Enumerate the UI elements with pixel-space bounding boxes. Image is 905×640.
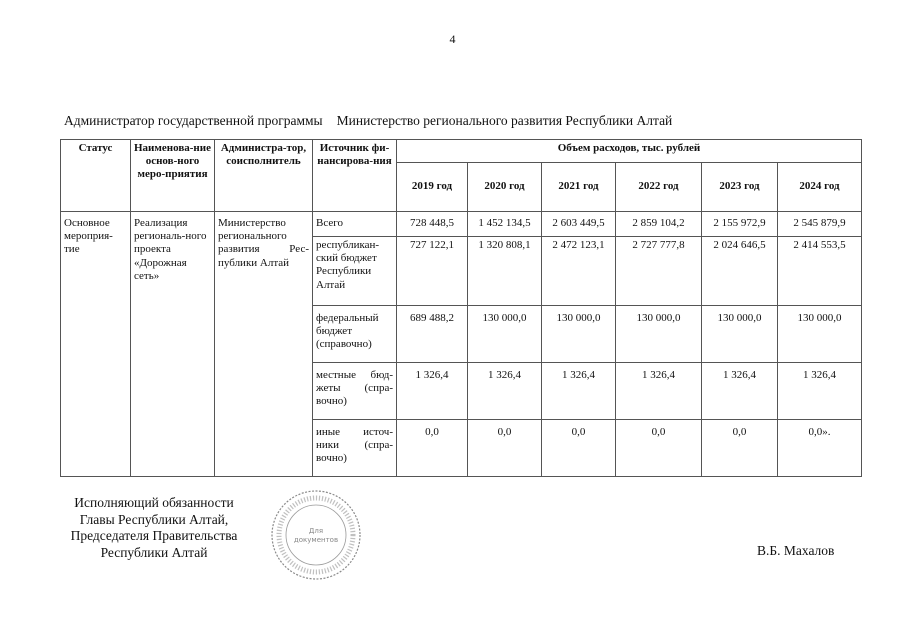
source-cell: республикан-ский бюджет Республики Алтай (313, 237, 397, 306)
value-cell: 1 320 808,1 (468, 237, 542, 306)
header-year: 2024 год (778, 163, 862, 212)
value-cell: 689 488,2 (397, 306, 468, 363)
value-cell: 2 859 104,2 (616, 212, 702, 237)
header-activity-name: Наименова-ние основ-ного меро-приятия (131, 140, 215, 212)
value-cell: 1 326,4 (397, 363, 468, 420)
value-cell: 130 000,0 (542, 306, 616, 363)
value-cell: 1 326,4 (702, 363, 778, 420)
value-cell: 2 024 646,5 (702, 237, 778, 306)
signature-line: Республики Алтай (100, 544, 208, 560)
value-cell: 2 414 553,5 (778, 237, 862, 306)
signer-name: В.Б. Махалов (757, 543, 835, 558)
value-cell: 0,0 (397, 420, 468, 477)
signature-line: Исполняющий обязанности (74, 495, 234, 510)
header-funding-source: Источник фи-нансирова-ния (313, 140, 397, 212)
value-cell: 727 122,1 (397, 237, 468, 306)
signature-line: Главы Республики Алтай, (79, 511, 229, 527)
signature-line: Председателя Правительства (70, 528, 238, 543)
value-cell: 0,0». (778, 420, 862, 477)
value-cell: 130 000,0 (468, 306, 542, 363)
page-number: 4 (449, 32, 456, 46)
value-cell: 2 545 879,9 (778, 212, 862, 237)
header-year: 2022 год (616, 163, 702, 212)
administrator-value: Министерство регионального развития Республики Алтай (336, 113, 673, 128)
header-administrator: Администра-тор, соисполнитель (215, 140, 313, 212)
header-row (61, 140, 862, 163)
value-cell: 1 326,4 (616, 363, 702, 420)
value-cell: 1 326,4 (468, 363, 542, 420)
value-cell: 2 727 777,8 (616, 237, 702, 306)
value-cell: 1 326,4 (542, 363, 616, 420)
header-status: Статус (61, 140, 131, 212)
official-stamp-icon (270, 489, 362, 581)
value-cell: 0,0 (468, 420, 542, 477)
source-cell: иные источ-ники (спра-вочно) (313, 420, 397, 477)
stamp-text: Для (308, 527, 324, 535)
value-cell: 2 155 972,9 (702, 212, 778, 237)
source-cell: местные бюд-жеты (спра-вочно) (313, 363, 397, 420)
administrator-label: Администратор государственной программы (64, 113, 323, 128)
value-cell: 130 000,0 (778, 306, 862, 363)
header-year: 2023 год (702, 163, 778, 212)
value-cell: 130 000,0 (616, 306, 702, 363)
program-administrator (64, 113, 672, 129)
value-cell: 728 448,5 (397, 212, 468, 237)
header-year: 2021 год (542, 163, 616, 212)
source-cell: Всего (313, 212, 397, 237)
administrator-cell: Министерство регионального развития Рес-публики Алтай (215, 212, 313, 477)
value-cell: 1 326,4 (778, 363, 862, 420)
stamp-text: документов (293, 536, 339, 544)
value-cell: 2 472 123,1 (542, 237, 616, 306)
value-cell: 1 452 134,5 (468, 212, 542, 237)
value-cell: 0,0 (702, 420, 778, 477)
value-cell: 2 603 449,5 (542, 212, 616, 237)
header-year: 2020 год (468, 163, 542, 212)
value-cell: 130 000,0 (702, 306, 778, 363)
expenditure-table (60, 139, 862, 477)
activity-name-cell: Реализация региональ-ного проекта «Дорожная сеть» (131, 212, 215, 477)
source-cell: федеральный бюджет (справочно) (313, 306, 397, 363)
value-cell: 0,0 (542, 420, 616, 477)
header-expenditure-volume: Объем расходов, тыс. рублей (397, 140, 862, 163)
status-cell: Основное мероприя-тие (61, 212, 131, 477)
table-row (61, 212, 862, 237)
header-year: 2019 год (397, 163, 468, 212)
value-cell: 0,0 (616, 420, 702, 477)
signature-block (64, 495, 244, 561)
